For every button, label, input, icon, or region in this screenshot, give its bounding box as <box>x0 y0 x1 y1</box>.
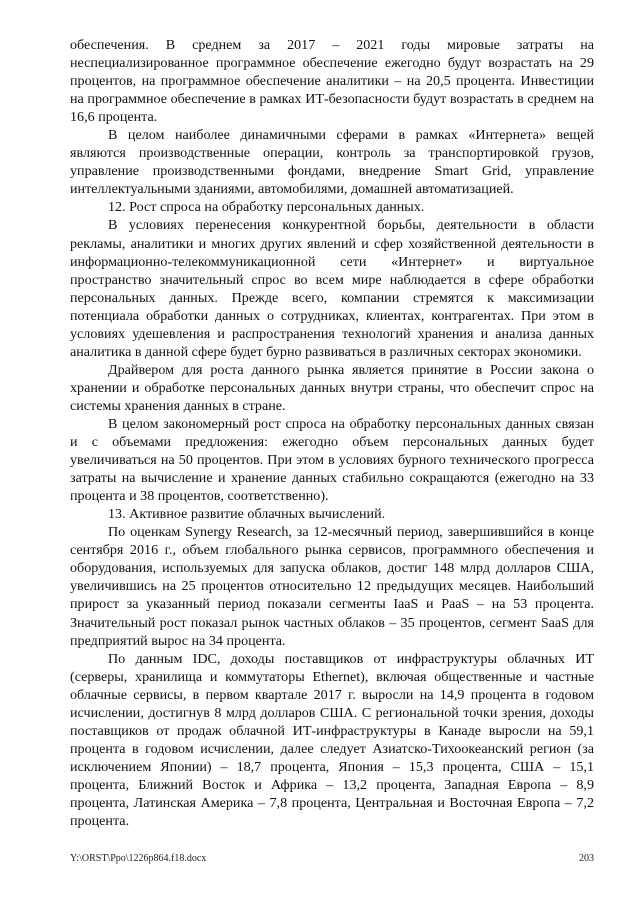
paragraph-synergy-research: По оценкам Synergy Research, за 12-месячный период, завершившийся в конце сентября 2016 г., объем глобального рынка сервисов, программного обеспечения и оборудования, используемых для запуска облаков, достиг 148 млрд долларов США, увеличившись на 25 процентов относительно 12 предыдущих месяцев. Наибольший прирост за указанный период показали сегменты IaaS и PaaS – на 53 процента. Значительный рост показал рынок частных облаков – 35 процентов, сегмент SaaS для предприятий вырос на 34 процента. <box>70 524 594 649</box>
paragraph-idc-data: По данным IDC, доходы поставщиков от инфраструктуры облачных ИТ (серверы, хранилища и коммутаторы Ethernet), включая общественные и частные облачные сервисы, в первом квартале 2017 г. выросли на 14,9 процента в годовом исчислении, достигнув 8 млрд долларов США. С региональной точки зрения, доходы поставщиков от продаж облачной ИТ-инфраструктуры в Канаде выросли на 59,1 процента в годовом исчислении, далее следует Азиатско-Тихоокеанский регион (за исключением Японии) – 18,7 процента, Япония – 15,3 процента, США – 15,1 процента, Ближний Восток и Африка – 13,2 процента, Западная Европа – 8,9 процента, Латинская Америка – 7,8 процента, Центральная и Восточная Европа – 7,2 процента. <box>70 650 594 830</box>
page-number: 203 <box>579 853 594 864</box>
paragraph-personal-data-demand: В условиях перенесения конкурентной борьбы, деятельности в области рекламы, аналитики и многих других явлений и сфер хозяйственной деятельности в информационно-телекоммуникационной сети «Интернет» и виртуальное пространство значительный спрос во всем мире наблюдается в сфере обработки персональных данных. Прежде всего, компании стремятся к максимизации потенциала обработки данных о сотрудниках, клиентах, контрагентах. При этом в условиях удешевления и распространения технологий хранения и анализа данных аналитика в данной сфере будет бурно развиваться в различных секторах экономики. <box>70 217 594 360</box>
footer-file-path: Y:\ORST\Ppo\1226p864.f18.docx <box>70 853 207 864</box>
section-heading-13: 13. Активное развитие облачных вычислений. <box>108 506 386 523</box>
paragraph-market-driver: Драйвером для роста данного рынка является принятие в России закона о хранении и обработке персональных данных внутри страны, что обеспечит спрос на системы хранения данных в стране. <box>70 361 594 414</box>
section-heading-12: 12. Рост спроса на обработку персональных данных. <box>108 199 425 216</box>
paragraph-iot-spheres: В целом наиболее динамичными сферами в рамках «Интернета» вещей являются производственные операции, контроль за транспортировкой грузов, управление производственными фондами, внедрение Smart Grid, управление интеллектуальными зданиями, автомобилями, домашней автоматизацией. <box>70 127 594 198</box>
paragraph-continuation: обеспечения. В среднем за 2017 – 2021 годы мировые затраты на неспециализированное программное обеспечение ежегодно будут возрастать на 29 процентов, на программное обеспечение аналитики – на 20,5 процента. Инвестиции на программное обеспечение в рамках ИТ-безопасности будут возрастать в среднем на 16,6 процента. <box>70 37 594 126</box>
paragraph-data-volume-growth: В целом закономерный рост спроса на обработку персональных данных связан и с объемами предложения: ежегодно объем персональных данных будет увеличиваться на 50 процентов. При этом в условиях бурного технического прогресса затраты на вычисление и хранение данных стабильно сокращаются (ежегодно на 33 процента и 38 процентов, соответственно). <box>70 415 594 505</box>
document-body <box>70 36 594 830</box>
